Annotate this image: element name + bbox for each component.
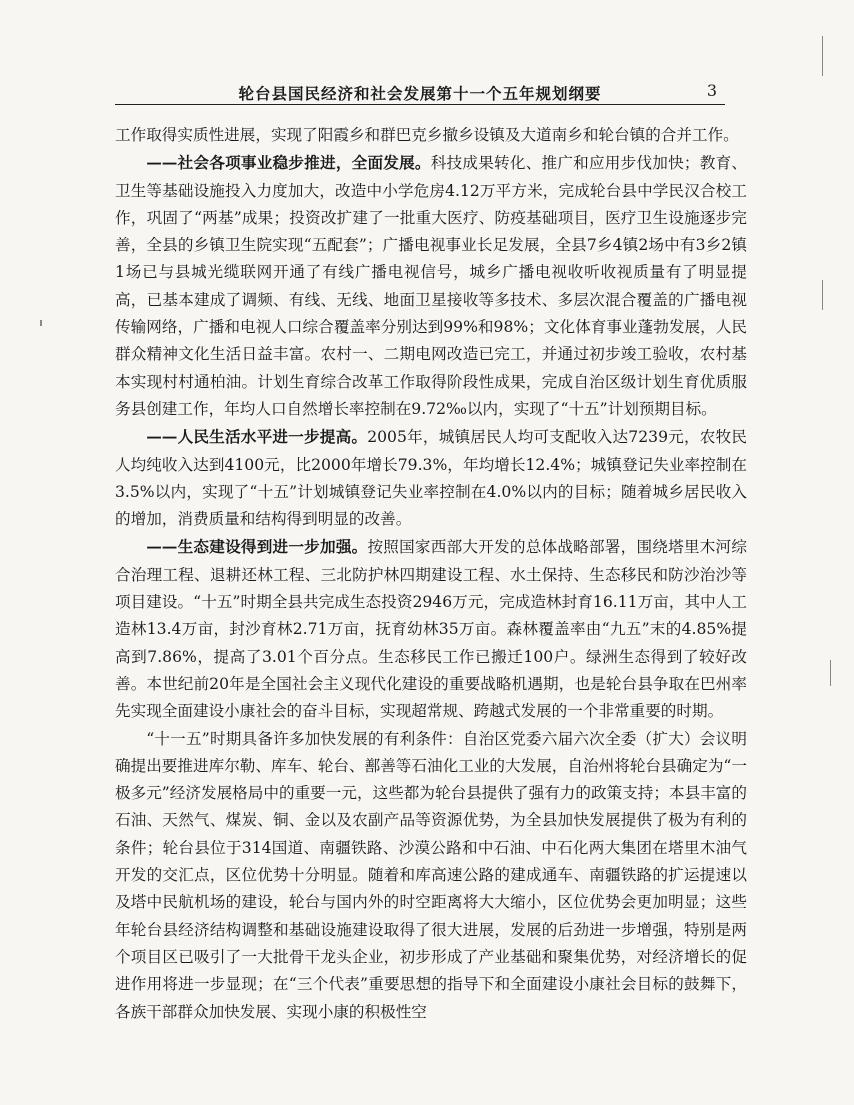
scan-edge-mark (822, 280, 823, 310)
paragraph-text: “十一五”时期具备许多加快发展的有利条件：自治区党委六届六次全委（扩大）会议明确提出要推进库尔勒、库车、轮台、鄯善等石油化工业的大发展，自治州将轮台县确定为“一极多元”经济发展格局中的重要一元，这些都为轮台县提供了强有力的政策支持；本县丰富的石油、天然气、煤炭、铜、金以及农副产品等资源优势，为全县加快发展提供了极为有利的条件；轮台县位于314国道、南疆铁路、沙漠公路和中石油、中石化两大集团在塔里木油气开发的交汇点，区位优势十分明显。随着和库高速公路的建成通车、南疆铁路的扩运提速以及塔中民航机场的建设，轮台与国内外的时空距离将大大缩小，区位优势会更加明显；这些年轮台县经济结构调整和基础设施建设取得了很大进展，发展的后劲进一步增强，特别是两个项目区已吸引了一大批骨干龙头企业，初步形成了产业基础和聚集优势，对经济增长的促进作用将进一步显现；在“三个代表”重要思想的指导下和全面建设小康社会目标的鼓舞下，各族干部群众加快发展、实现小康的积极性空 (115, 729, 747, 1021)
paragraph-ecology (115, 533, 747, 725)
paragraph-text: 科技成果转化、推广和应用步伐加快；教育、卫生等基础设施投入力度加大，改造中小学危房4.12万平方米，完成轮台县中学民汉合校工作，巩固了“两基”成果；投资改扩建了一批重大医疗、防疫基础项目，医疗卫生设施逐步完善，全县的乡镇卫生院实现“五配套”；广播电视事业长足发展，全县7乡4镇2场中有3乡2镇1场已与县城光缆联网开通了有线广播电视信号，城乡广播电视收听收视质量有了明显提高，已基本建成了调频、有线、无线、地面卫星接收等多技术、多层次混合覆盖的广播电视传输网络，广播和电视人口综合覆盖率分别达到99%和98%；文化体育事业蓬勃发展，人民群众精神文化生活日益丰富。农村一、二期电网改造已完工，并通过初步竣工验收，农村基本实现村村通柏油。计划生育综合改革工作取得阶段性成果，完成自治区级计划生育优质服务县创建工作，年均人口自然增长率控制在9.72‰以内，实现了“十五”计划预期目标。 (115, 154, 747, 418)
paragraph-text: 2005年，城镇居民人均可支配收入达7239元，农牧民人均纯收入达到4100元，比2000年增长79.3%，年均增长12.4%；城镇登记失业率控制在3.5%以内，实现了“十五”计划城镇登记失业率控制在4.0%以内的目标；随着城乡居民收入的增加，消费质量和结构得到明显的改善。 (115, 428, 747, 529)
header-title: 轮台县国民经济和社会发展第十一个五年规划纲要 (238, 84, 602, 103)
scan-edge-mark (822, 36, 823, 76)
paragraph-lead: ——人民生活水平进一步提高。 (146, 427, 368, 447)
paragraph-continuation (115, 122, 747, 149)
paragraph-living-standards (115, 423, 747, 533)
running-header (115, 80, 725, 105)
body-text (115, 122, 747, 1026)
paragraph-favorable-conditions (115, 726, 747, 1026)
paragraph-lead: ——生态建设得到进一步加强。 (146, 537, 368, 557)
page-number: 3 (706, 81, 717, 100)
paragraph-text: 按照国家西部大开发的总体战略部署，围绕塔里木河综合治理工程、退耕还林工程、三北防护林四期建设工程、水土保持、生态移民和防沙治沙等项目建设。“十五”时期全县共完成生态投资2946万元，完成造林封育16.11万亩，其中人工造林13.4万亩，封沙育林2.71万亩，抚育幼林35万亩。森林覆盖率由“九五”末的4.85%提高到7.86%，提高了3.01个百分点。生态移民工作已搬迁100户。绿洲生态得到了较好改善。本世纪前20年是全国社会主义现代化建设的重要战略机遇期，也是轮台县争取在巴州率先实现全面建设小康社会的奋斗目标，实现超常规、跨越式发展的一个非常重要的时期。 (115, 538, 747, 721)
scan-edge-mark (40, 320, 42, 326)
paragraph-lead: ——社会各项事业稳步推进，全面发展。 (146, 153, 431, 173)
paragraph-text: 工作取得实质性进展，实现了阳霞乡和群巴克乡撤乡设镇及大道南乡和轮台镇的合并工作。 (115, 126, 739, 144)
paragraph-social-development (115, 149, 747, 423)
scan-edge-mark (830, 660, 831, 686)
